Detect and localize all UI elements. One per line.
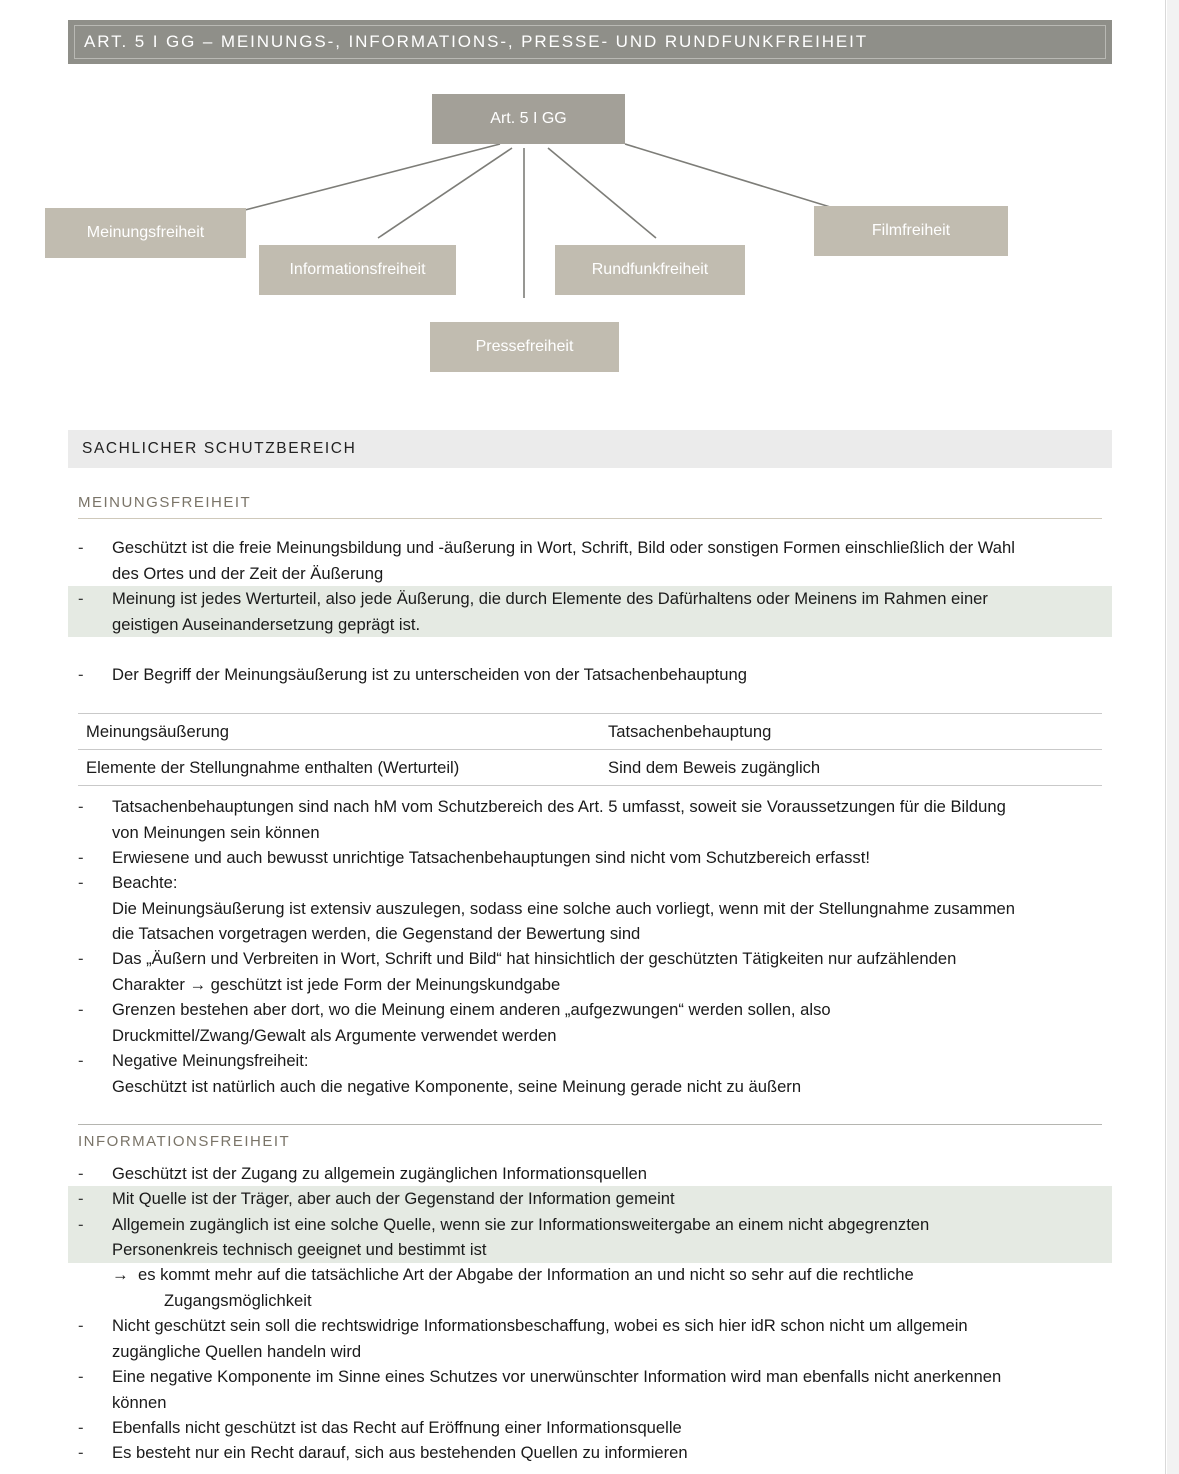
connector-to-meinungsfreiheit xyxy=(245,144,500,210)
diagram-node-filmfreiheit-label: Filmfreiheit xyxy=(871,222,951,239)
bullet-block-if-1 xyxy=(68,1161,1112,1187)
bullet-dash: - xyxy=(78,1164,84,1183)
bullet-dash: - xyxy=(78,1418,84,1437)
document-title-bar xyxy=(68,20,1112,64)
list-item-line: Negative Meinungsfreiheit: xyxy=(112,1051,309,1070)
list-item-line: Charakter → geschützt ist jede Form der Meinungskundgabe xyxy=(112,974,561,994)
bullet-dash: - xyxy=(78,1051,84,1070)
bullet-block-mf-9 xyxy=(68,1048,1112,1099)
connector-to-rundfunkfreiheit xyxy=(548,148,656,238)
list-item-line: Es besteht nur ein Recht darauf, sich aus bestehenden Quellen zu informieren xyxy=(112,1443,688,1462)
diagram-node-pressefreiheit xyxy=(430,322,619,372)
diagram-node-informationsfreiheit-label: Informationsfreiheit xyxy=(289,261,426,278)
list-item-line: Erwiesene und auch bewusst unrichtige Tatsachenbehauptungen sind nicht vom Schutzbereich erfasst! xyxy=(112,848,870,867)
list-item-line: Personenkreis technisch geeignet und bestimmt ist xyxy=(112,1240,487,1260)
arrow-right-icon: → xyxy=(112,1265,129,1284)
table-cell-header-right: Tatsachenbehauptung xyxy=(600,714,1102,750)
list-item xyxy=(68,1364,1112,1390)
list-item xyxy=(68,1186,1112,1212)
list-item xyxy=(68,997,1112,1023)
bullet-block-if-7 xyxy=(68,1440,1112,1466)
table-row xyxy=(78,750,1102,786)
bullet-dash: - xyxy=(78,1000,84,1019)
list-item-line: des Ortes und der Zeit der Äußerung xyxy=(112,563,384,583)
list-item-line: Druckmittel/Zwang/Gewalt als Argumente verwendet werden xyxy=(112,1025,557,1045)
list-item xyxy=(68,1313,1112,1339)
list-item-line: Der Begriff der Meinungsäußerung ist zu unterscheiden von der Tatsachenbehauptung xyxy=(112,665,747,684)
diagram-node-rundfunkfreiheit xyxy=(555,245,745,295)
list-item-line: die Tatsachen vorgetragen werden, die Gegenstand der Bewertung sind xyxy=(112,924,641,944)
bullet-dash: - xyxy=(78,1214,84,1234)
sub-list-item-line: Zugangsmöglichkeit xyxy=(164,1290,312,1310)
bullet-block-mf-7 xyxy=(68,946,1112,997)
bullet-dash: - xyxy=(78,949,84,968)
list-item-line: Ebenfalls nicht geschützt ist das Recht auf Eröffnung einer Informationsquelle xyxy=(112,1418,682,1437)
list-item-line: Das „Äußern und Verbreiten in Wort, Schrift und Bild“ hat hinsichtlich der geschützten Tätigkeiten nur aufzählenden xyxy=(112,949,957,968)
subheading-meinungsfreiheit: MEINUNGSFREIHEIT xyxy=(78,494,1102,519)
bullet-block-if-2-3-highlighted xyxy=(68,1186,1112,1263)
list-item-line: von Meinungen sein können xyxy=(112,822,320,842)
list-item-line: Grenzen bestehen aber dort, wo die Meinung einem anderen „aufgezwungen“ werden sollen, also xyxy=(112,1000,831,1019)
table-cell-header-left: Meinungsäußerung xyxy=(78,714,600,750)
connector-to-informationsfreiheit xyxy=(378,148,512,238)
list-item-line: Nicht geschützt sein soll die rechtswidrige Informationsbeschaffung, wobei es sich hier idR schon nicht um allgemein xyxy=(112,1316,968,1335)
bullet-dash: - xyxy=(78,797,84,816)
list-item xyxy=(68,662,1112,688)
list-item-line: Allgemein zugänglich ist eine solche Quelle, wenn sie zur Informationsweitergabe an einem nicht abgegrenzten xyxy=(112,1214,930,1234)
bullet-dash: - xyxy=(78,1189,84,1208)
list-item xyxy=(68,946,1112,972)
list-item xyxy=(68,794,1112,820)
section-divider-rule xyxy=(78,1124,1102,1125)
bullet-block-mf-8 xyxy=(68,997,1112,1048)
table-row xyxy=(78,714,1102,750)
list-item xyxy=(68,535,1112,561)
list-item-line: Meinung ist jedes Werturteil, also jede Äußerung, die durch Elemente des Dafürhaltens oder Meinens im Rahmen einer xyxy=(112,589,988,608)
art5-structure-diagram xyxy=(0,80,1166,400)
list-item xyxy=(68,1440,1112,1466)
diagram-node-pressefreiheit-label: Pressefreiheit xyxy=(475,338,574,355)
diagram-node-meinungsfreiheit xyxy=(45,208,246,258)
section-bar-sachlicher-schutzbereich xyxy=(68,430,1112,468)
comparison-table xyxy=(78,713,1102,786)
section-bar-label: SACHLICHER SCHUTZBEREICH xyxy=(82,440,357,457)
list-item-line: geistigen Auseinandersetzung geprägt ist. xyxy=(112,614,421,634)
list-item xyxy=(68,1161,1112,1187)
list-item xyxy=(68,1415,1112,1441)
sub-list-item-arrow xyxy=(68,1262,1112,1313)
page-right-gutter xyxy=(1167,0,1179,1474)
bullet-dash: - xyxy=(78,665,84,684)
bullet-dash: - xyxy=(78,589,84,608)
list-item xyxy=(68,870,1112,896)
list-item-line: Geschützt ist der Zugang zu allgemein zugänglichen Informationsquellen xyxy=(112,1164,648,1183)
bullet-dash: - xyxy=(78,1367,84,1386)
list-item xyxy=(68,1048,1112,1074)
diagram-node-root-label: Art. 5 I GG xyxy=(490,110,567,127)
list-item-line: Eine negative Komponente im Sinne eines Schutzes vor unerwünschter Information wird man ebenfalls nicht anerkennen xyxy=(112,1367,1002,1386)
bullet-block-mf-1 xyxy=(68,535,1112,586)
diagram-node-meinungsfreiheit-label: Meinungsfreiheit xyxy=(86,224,205,241)
connector-to-filmfreiheit xyxy=(625,144,840,210)
bullet-dash: - xyxy=(78,1443,84,1462)
diagram-node-informationsfreiheit xyxy=(259,245,456,295)
bullet-dash: - xyxy=(78,538,84,557)
bullet-block-mf-4 xyxy=(68,794,1112,845)
bullet-dash: - xyxy=(78,873,84,892)
bullet-dash: - xyxy=(78,848,84,867)
bullet-block-if-5 xyxy=(68,1364,1112,1415)
list-item-line: können xyxy=(112,1392,167,1412)
bullet-block-if-arrow xyxy=(68,1262,1112,1313)
list-item xyxy=(68,845,1112,871)
bullet-dash: - xyxy=(78,1316,84,1335)
bullet-block-mf-5 xyxy=(68,845,1112,871)
bullet-block-mf-2-highlighted xyxy=(68,586,1112,637)
diagram-node-root xyxy=(432,94,625,144)
diagram-node-rundfunkfreiheit-label: Rundfunkfreiheit xyxy=(591,261,709,278)
diagram-node-filmfreiheit xyxy=(814,206,1008,256)
list-item xyxy=(68,586,1112,612)
bullet-block-mf-6 xyxy=(68,870,1112,947)
list-item xyxy=(68,1212,1112,1238)
table-cell-body-right: Sind dem Beweis zugänglich xyxy=(600,750,1102,786)
list-item-line: Beachte: xyxy=(112,873,178,892)
list-item-line: zugängliche Quellen handeln wird xyxy=(112,1341,362,1361)
bullet-block-if-4 xyxy=(68,1313,1112,1364)
list-item-line: Mit Quelle ist der Träger, aber auch der Gegenstand der Information gemeint xyxy=(112,1189,675,1208)
list-item-line: Tatsachenbehauptungen sind nach hM vom Schutzbereich des Art. 5 umfasst, soweit sie Voraussetzungen für die Bildung xyxy=(112,797,1006,816)
list-item-line: Geschützt ist die freie Meinungsbildung und -äußerung in Wort, Schrift, Bild oder sonstigen Formen einschließlich der Wahl xyxy=(112,538,1015,557)
subheading-informationsfreiheit: INFORMATIONSFREIHEIT xyxy=(78,1133,291,1150)
table-cell-body-left: Elemente der Stellungnahme enthalten (Werturteil) xyxy=(78,750,600,786)
bullet-block-mf-3 xyxy=(68,662,1112,688)
list-item-line: Die Meinungsäußerung ist extensiv auszulegen, sodass eine solche auch vorliegt, wenn mit der Stellungnahme zusammen xyxy=(112,898,1016,918)
page-title: ART. 5 I GG – MEINUNGS-, INFORMATIONS-, PRESSE- UND RUNDFUNKFREIHEIT xyxy=(84,32,869,51)
sub-list-item-line: es kommt mehr auf die tatsächliche Art der Abgabe der Information an und nicht so sehr auf die rechtliche xyxy=(138,1265,914,1284)
bullet-block-if-6 xyxy=(68,1415,1112,1441)
list-item-line: Geschützt ist natürlich auch die negative Komponente, seine Meinung gerade nicht zu äußern xyxy=(112,1076,802,1096)
